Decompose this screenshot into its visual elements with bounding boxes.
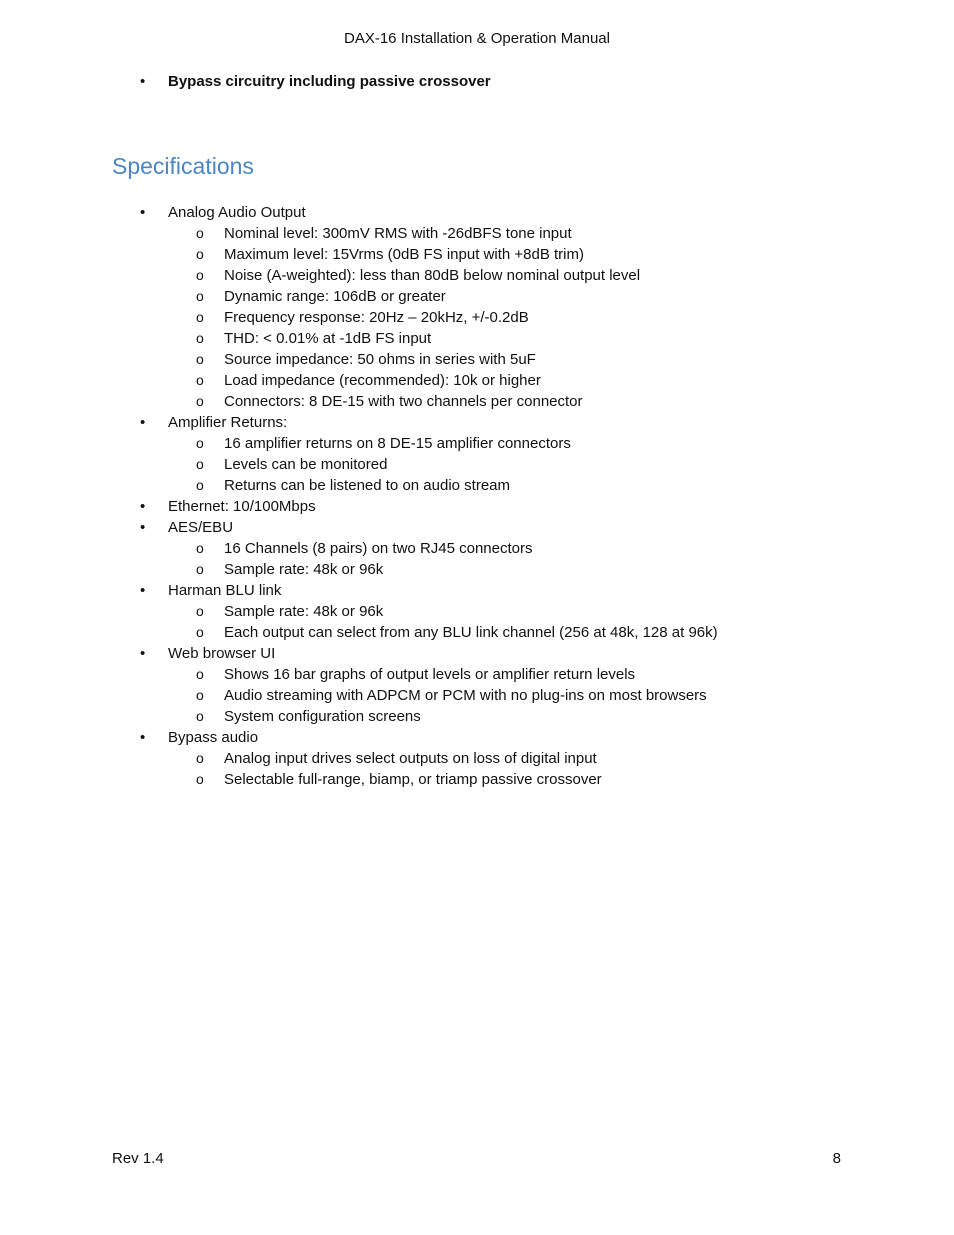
spec-subitem [0,538,954,559]
spec-subitem-text: 16 Channels (8 pairs) on two RJ45 connectors [224,540,533,557]
spec-item [0,517,954,538]
spec-item-label: Amplifier Returns: [168,414,288,431]
circle-bullet-marker: o [196,372,204,388]
spec-subitem-text: Nominal level: 300mV RMS with -26dBFS tone input [224,225,572,242]
spec-subitem-text: Shows 16 bar graphs of output levels or amplifier return levels [224,666,636,683]
circle-bullet-marker: o [196,330,204,346]
circle-bullet-marker: o [196,225,204,241]
spec-item-label: Analog Audio Output [168,204,306,221]
spec-subitem-text: Frequency response: 20Hz – 20kHz, +/-0.2dB [224,309,529,326]
spec-subitem-text: Levels can be monitored [224,456,388,473]
spec-subitem-text: 16 amplifier returns on 8 DE-15 amplifier connectors [224,435,571,452]
spec-subitem [0,559,954,580]
spec-subitem-text: Returns can be listened to on audio stream [224,477,511,494]
spec-item-label: Web browser UI [168,645,276,662]
bullet-marker: • [140,729,146,746]
spec-item [0,580,954,601]
page-header: DAX-16 Installation & Operation Manual [344,30,610,47]
spec-subitem [0,265,954,286]
spec-subitem-text: Dynamic range: 106dB or greater [224,288,446,305]
spec-subitem [0,307,954,328]
spec-subitem [0,664,954,685]
spec-subitem [0,601,954,622]
spec-subitem-text: System configuration screens [224,708,421,725]
bullet-marker: • [140,204,146,221]
spec-item-label: AES/EBU [168,519,234,536]
spec-item [0,202,954,223]
bullet-marker: • [140,582,146,599]
spec-subitem [0,685,954,706]
bullet-marker: • [140,414,146,431]
spec-subitem-text: Source impedance: 50 ohms in series with 5uF [224,351,536,368]
spec-subitem [0,328,954,349]
spec-subitem-text: Selectable full-range, biamp, or triamp passive crossover [224,771,602,788]
spec-subitem-text: Noise (A-weighted): less than 80dB below nominal output level [224,267,641,284]
circle-bullet-marker: o [196,687,204,703]
circle-bullet-marker: o [196,477,204,493]
bullet-marker: • [140,519,146,536]
spec-subitem-text: Analog input drives select outputs on loss of digital input [224,750,597,767]
circle-bullet-marker: o [196,246,204,262]
spec-subitem [0,748,954,769]
spec-subitem [0,454,954,475]
bullet-marker: • [140,645,146,662]
circle-bullet-marker: o [196,288,204,304]
spec-subitem [0,433,954,454]
circle-bullet-marker: o [196,561,204,577]
spec-subitem [0,706,954,727]
section-title: Specifications [112,153,254,179]
spec-subitem-text: Each output can select from any BLU link channel (256 at 48k, 128 at 96k) [224,624,718,641]
spec-subitem-text: Audio streaming with ADPCM or PCM with no plug-ins on most browsers [224,687,707,704]
circle-bullet-marker: o [196,351,204,367]
spec-item [0,643,954,664]
spec-subitem [0,475,954,496]
spec-subitem [0,223,954,244]
circle-bullet-marker: o [196,393,204,409]
circle-bullet-marker: o [196,708,204,724]
spec-subitem [0,391,954,412]
spec-subitem-text: Sample rate: 48k or 96k [224,561,384,578]
spec-item-label: Harman BLU link [168,582,282,599]
spec-subitem [0,349,954,370]
spec-subitem-text: Load impedance (recommended): 10k or higher [224,372,541,389]
circle-bullet-marker: o [196,309,204,325]
circle-bullet-marker: o [196,456,204,472]
circle-bullet-marker: o [196,267,204,283]
spec-item [0,412,954,433]
circle-bullet-marker: o [196,540,204,556]
spec-subitem-text: THD: < 0.01% at -1dB FS input [224,330,432,347]
circle-bullet-marker: o [196,666,204,682]
specifications-list [0,202,954,790]
circle-bullet-marker: o [196,624,204,640]
spec-subitem-text: Maximum level: 15Vrms (0dB FS input with +8dB trim) [224,246,584,263]
spec-subitem-text: Sample rate: 48k or 96k [224,603,384,620]
spec-subitem [0,370,954,391]
spec-subitem [0,769,954,790]
spec-subitem [0,244,954,265]
intro-bullet-text: Bypass circuitry including passive crossover [168,73,491,90]
footer-revision: Rev 1.4 [112,1150,164,1167]
spec-subitem-text: Connectors: 8 DE-15 with two channels per connector [224,393,583,410]
circle-bullet-marker: o [196,435,204,451]
bullet-marker: • [140,498,146,515]
spec-item-label: Ethernet: 10/100Mbps [168,498,316,515]
circle-bullet-marker: o [196,750,204,766]
footer-page-number: 8 [832,1150,841,1167]
circle-bullet-marker: o [196,603,204,619]
spec-subitem [0,286,954,307]
bullet-marker: • [140,73,146,90]
circle-bullet-marker: o [196,771,204,787]
spec-subitem [0,622,954,643]
spec-item [0,496,954,517]
spec-item-label: Bypass audio [168,729,259,746]
spec-item [0,727,954,748]
